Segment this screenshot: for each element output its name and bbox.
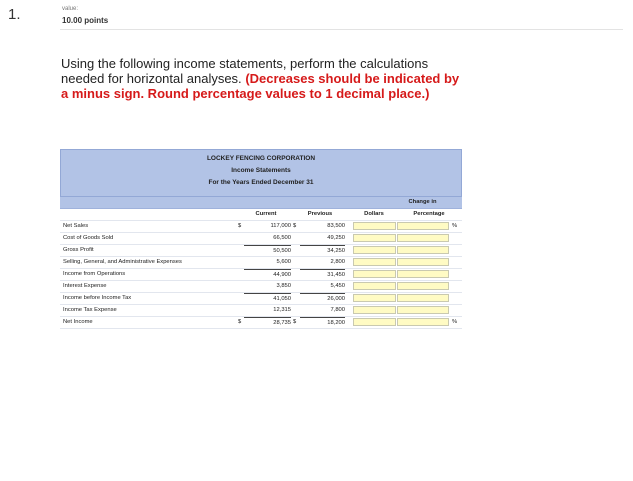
row-label: Income from Operations — [63, 271, 126, 277]
current-value: 50,500 — [244, 245, 291, 257]
previous-value: 49,250 — [327, 235, 345, 241]
dollars-change-input[interactable] — [353, 246, 396, 254]
previous-value: 83,500 — [327, 223, 345, 229]
question-number: 1. — [8, 6, 21, 23]
percent-sign: % — [452, 319, 458, 325]
header-divider — [60, 29, 623, 30]
table-row — [60, 233, 462, 245]
percentage-change-input[interactable] — [397, 246, 449, 254]
row-label: Income Tax Expense — [63, 307, 117, 313]
previous-value: 5,450 — [330, 283, 345, 289]
question-prompt — [61, 56, 461, 101]
percentage-change-input[interactable] — [397, 294, 449, 302]
company-name: LOCKEY FENCING CORPORATION — [206, 155, 316, 162]
previous-value: 34,250 — [300, 245, 345, 257]
percentage-change-input[interactable] — [397, 282, 449, 290]
dollars-change-input[interactable] — [353, 222, 396, 230]
percent-sign: % — [452, 223, 458, 229]
col-dollars: Dollars — [364, 211, 384, 217]
column-header-row — [60, 209, 462, 221]
row-label: Gross Profit — [63, 247, 94, 253]
row-label: Selling, General, and Administrative Expenses — [63, 259, 182, 265]
previous-value: 18,200 — [300, 317, 345, 329]
currency-sign: $ — [293, 319, 297, 325]
previous-value: 31,450 — [300, 269, 345, 281]
prompt-instruction: (Decreases should be indicated by a minus sign. Round percentage values to 1 decimal place.) — [61, 71, 460, 101]
row-label: Income before Income Tax — [63, 295, 132, 301]
current-value: 44,900 — [244, 269, 291, 281]
statement-title: Income Statements — [231, 167, 291, 174]
current-value: 12,315 — [273, 307, 291, 313]
current-value: 28,735 — [244, 317, 291, 329]
percentage-change-input[interactable] — [397, 306, 449, 314]
value-label: value: — [62, 6, 79, 12]
row-label: Cost of Goods Sold — [63, 235, 114, 241]
dollars-change-input[interactable] — [353, 318, 396, 326]
current-value: 66,500 — [273, 235, 291, 241]
row-label: Interest Expense — [63, 283, 107, 289]
previous-value: 2,800 — [330, 259, 345, 265]
percentage-change-input[interactable] — [397, 222, 449, 230]
col-current: Current — [255, 211, 277, 217]
dollars-change-input[interactable] — [353, 258, 396, 266]
table-row — [60, 293, 462, 305]
table-row — [60, 245, 462, 257]
col-percentage: Percentage — [413, 211, 445, 217]
income-statement-table — [60, 149, 462, 329]
percentage-change-input[interactable] — [397, 234, 449, 242]
table-header — [60, 149, 462, 197]
table-row — [60, 257, 462, 269]
previous-value: 7,800 — [330, 307, 345, 313]
dollars-change-input[interactable] — [353, 270, 396, 278]
dollars-change-input[interactable] — [353, 306, 396, 314]
row-label: Net Sales — [63, 223, 89, 229]
dollars-change-input[interactable] — [353, 234, 396, 242]
table-row — [60, 317, 462, 329]
currency-sign: $ — [293, 223, 297, 229]
current-value: 117,000 — [270, 223, 291, 229]
percentage-change-input[interactable] — [397, 258, 449, 266]
table-row — [60, 269, 462, 281]
table-row — [60, 281, 462, 293]
currency-sign: $ — [238, 223, 242, 229]
prompt-text: Using the following income statements, perform the calculations needed for horizontal analyses. — [61, 56, 429, 86]
previous-value: 26,000 — [300, 293, 345, 305]
currency-sign: $ — [238, 319, 242, 325]
statement-period: For the Years Ended December 31 — [208, 179, 314, 186]
change-header-row — [60, 197, 462, 209]
change-in-header: Change in — [408, 199, 437, 205]
dollars-change-input[interactable] — [353, 282, 396, 290]
dollars-change-input[interactable] — [353, 294, 396, 302]
percentage-change-input[interactable] — [397, 270, 449, 278]
points-value: 10.00 points — [62, 16, 109, 25]
col-previous: Previous — [307, 211, 333, 217]
current-value: 41,050 — [244, 293, 291, 305]
current-value: 3,850 — [276, 283, 291, 289]
table-row — [60, 305, 462, 317]
current-value: 5,600 — [276, 259, 291, 265]
table-row — [60, 221, 462, 233]
row-label: Net Income — [63, 319, 93, 325]
percentage-change-input[interactable] — [397, 318, 449, 326]
